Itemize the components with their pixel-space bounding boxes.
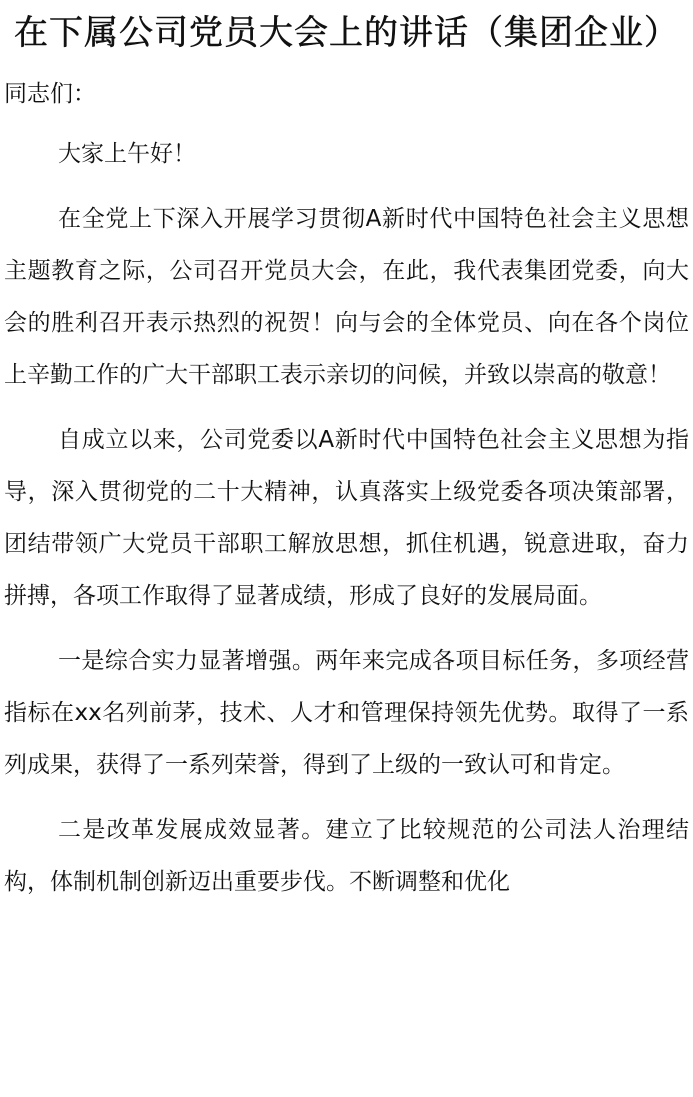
document-title: 在下属公司党员大会上的讲话（集团企业） bbox=[14, 13, 679, 53]
paragraph-opening: 在全党上下深入开展学习贯彻A新时代中国特色社会主义思想主题教育之际，公司召开党员大会，在此，我代表集团党委，向大会的胜利召开表示热烈的祝贺！向与会的全体党员、向在各个岗位上辛勤工作的广大干部职工表示亲切的问候，并致以崇高的敬意！ bbox=[4, 206, 689, 388]
paragraph-greeting: 大家上午好！ bbox=[58, 141, 197, 167]
paragraph-point-one: 一是综合实力显著增强。两年来完成各项目标任务，多项经营指标在xx名列前茅，技术、人才和管理保持领先优势。取得了一系列成果，获得了一系列荣誉，得到了上级的一致认可和肯定。 bbox=[4, 648, 689, 778]
paragraph-point-two: 二是改革发展成效显著。建立了比较规范的公司法人治理结构，体制机制创新迈出重要步伐。不断调整和优化 bbox=[4, 817, 689, 895]
salutation: 同志们： bbox=[4, 81, 96, 107]
paragraph-achievements-intro: 自成立以来，公司党委以A新时代中国特色社会主义思想为指导，深入贯彻党的二十大精神，认真落实上级党委各项决策部署，团结带领广大党员干部职工解放思想，抓住机遇，锐意进取，奋力拼搏，各项工作取得了显著成绩，形成了良好的发展局面。 bbox=[4, 427, 689, 609]
